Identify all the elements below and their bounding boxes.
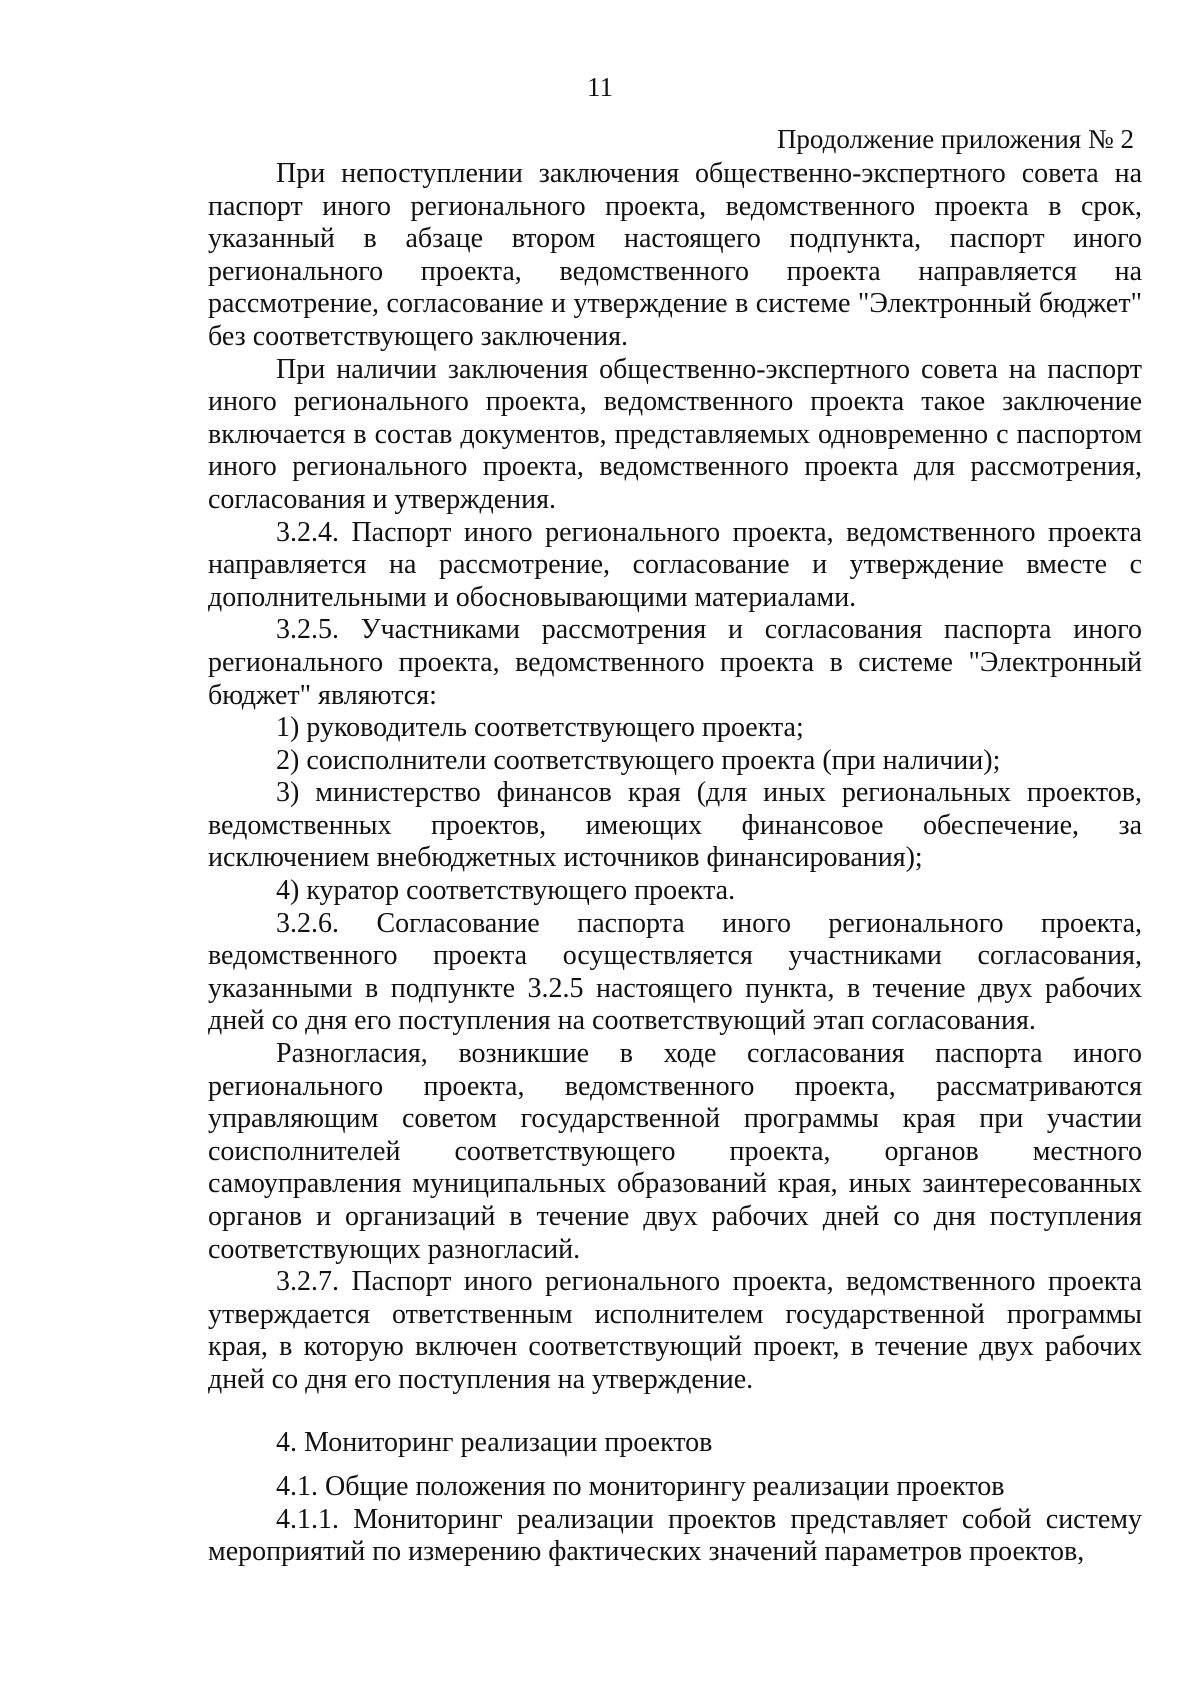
clause-3-2-4: 3.2.4. Паспорт иного регионального проекта, ведомственного проекта направляется на рассмотрение, согласование и утверждение вместе с дополнительными и обосновывающими материалами. bbox=[208, 516, 1142, 613]
list-item-3: 3) министерство финансов края (для иных региональных проектов, ведомственных проектов, имеющих финансовое обеспечение, за исключением внебюджетных источников финансирования); bbox=[208, 777, 1142, 874]
clause-4-1-1: 4.1.1. Мониторинг реализации проектов представляет собой систему мероприятий по измерению фактических значений параметров проектов, bbox=[208, 1503, 1142, 1568]
list-item-2: 2) соисполнители соответствующего проекта (при наличии); bbox=[276, 744, 1001, 776]
appendix-continuation-label: Продолжение приложения № 2 bbox=[776, 124, 1134, 154]
clause-3-2-7: 3.2.7. Паспорт иного регионального проекта, ведомственного проекта утверждается ответственным исполнителем государственной программы края, в которую включен соответствующий проект, в течение двух рабочих дней со дня его поступления на утверждение. bbox=[208, 1266, 1142, 1395]
document-body bbox=[208, 158, 1142, 1569]
section-heading: 4. Мониторинг реализации проектов bbox=[276, 1426, 713, 1458]
list-item-4: 4) куратор соответствующего проекта. bbox=[276, 875, 736, 907]
paragraph-disagreements: Разногласия, возникшие в ходе согласования паспорта иного регионального проекта, ведомственного проекта, рассматриваются управляющим советом государственной программы края при участии соисполнителей соответствующего проекта, органов местного самоуправления муниципальных образований края, иных заинтересованных органов и организаций в течение двух рабочих дней со дня поступления соответствующих разногласий. bbox=[208, 1038, 1142, 1265]
clause-3-2-6: 3.2.6. Согласование паспорта иного регионального проекта, ведомственного проекта осуществляется участниками согласования, указанными в подпункте 3.2.5 настоящего пункта, в течение двух рабочих дней со дня его поступления на соответствующий этап согласования. bbox=[208, 907, 1142, 1037]
list-item-1: 1) руководитель соответствующего проекта; bbox=[276, 712, 804, 744]
section-subheading: 4.1. Общие положения по мониторингу реализации проектов bbox=[276, 1471, 1005, 1503]
clause-3-2-5: 3.2.5. Участниками рассмотрения и согласования паспорта иного регионального проекта, ведомственного проекта в системе "Электронный бюджет" являются: bbox=[208, 614, 1142, 711]
paragraph-no-conclusion: При непоступлении заключения общественно-экспертного совета на паспорт иного регионального проекта, ведомственного проекта в срок, указанный в абзаце втором настоящего подпункта, паспорт иного регионального проекта, ведомственного проекта направляется на рассмотрение, согласование и утверждение в системе "Электронный бюджет" без соответствующего заключения. bbox=[208, 158, 1142, 352]
paragraph-with-conclusion: При наличии заключения общественно-экспертного совета на паспорт иного регионального проекта, ведомственного проекта такое заключение включается в состав документов, представляемых одновременно с паспортом иного регионального проекта, ведомственного проекта для рассмотрения, согласования и утверждения. bbox=[208, 353, 1142, 515]
page-number: 11 bbox=[587, 72, 613, 102]
